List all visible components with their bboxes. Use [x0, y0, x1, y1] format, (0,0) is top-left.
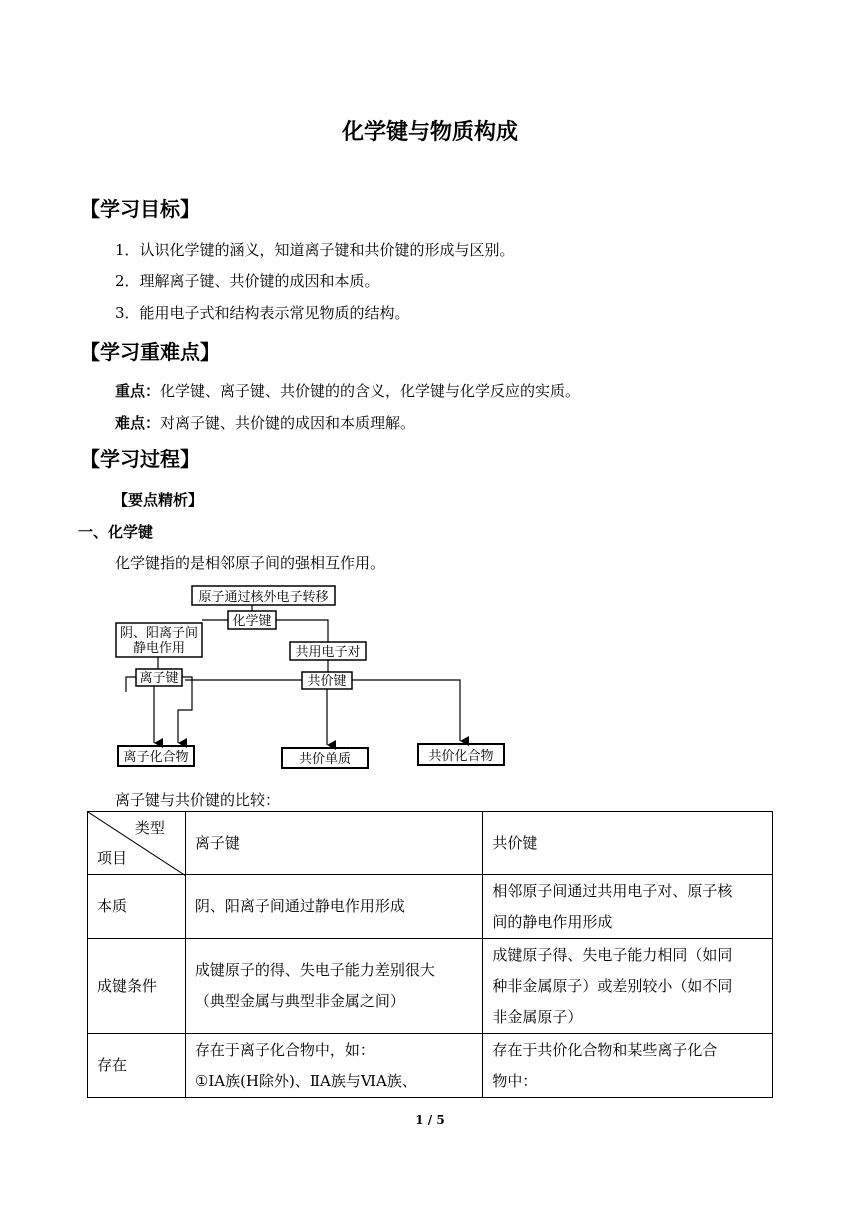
- essence-covalent-cell: [483, 875, 773, 939]
- page-number: 1 / 5: [415, 1113, 445, 1127]
- col-header-covalent: 共价键: [483, 812, 773, 875]
- condition-covalent-line-3: 非金属原子）: [492, 1007, 583, 1026]
- goals-heading: 【学习目标】: [80, 197, 200, 221]
- existence-covalent-cell: [483, 1034, 773, 1098]
- existence-ionic-line-2: ①ⅠA族(H除外)、ⅡA族与ⅥA族、: [194, 1071, 417, 1090]
- table-row: [88, 1034, 773, 1098]
- difficulty-label: 难点：: [115, 414, 161, 432]
- electron-transfer-label: 原子通过核外电子转移: [198, 590, 329, 605]
- row-label-essence: 本质: [88, 875, 186, 939]
- col-header-ionic: 离子键: [185, 812, 483, 875]
- chemical-bond-label: 化学键: [232, 614, 272, 629]
- row-label-existence: 存在: [88, 1034, 186, 1098]
- goal-item-1: 1．认识化学键的涵义，知道离子键和共价键的形成与区别。: [115, 241, 515, 259]
- condition-ionic-line-1: 成键原子的得、失电子能力差别很大: [194, 961, 435, 979]
- page-title: 化学键与物质构成: [341, 120, 518, 145]
- row-label-condition: 成键条件: [88, 939, 186, 1034]
- existence-covalent-line-1: 存在于共价化合物和某些离子化合: [492, 1040, 718, 1059]
- essence-ionic-cell: 阴、阳离子间通过静电作用形成: [185, 875, 483, 939]
- condition-ionic-line-2: （典型金属与典型非金属之间）: [194, 992, 405, 1010]
- existence-ionic-line-1: 存在于离子化合物中，如：: [194, 1040, 375, 1059]
- goal-item-3: 3．能用电子式和结构表示常见物质的结构。: [115, 304, 410, 322]
- existence-covalent-line-2: 物中：: [492, 1071, 538, 1090]
- goal-item-2: 2．理解离子键、共价键的成因和本质。: [115, 272, 380, 290]
- essence-covalent-line-1: 相邻原子间通过共用电子对、原子核: [492, 881, 733, 900]
- essence-covalent-line-2: 间的静电作用形成: [492, 912, 613, 931]
- covalent-compound-label: 共价化合物: [428, 749, 494, 764]
- table-corner-cell: [88, 812, 186, 875]
- difficulty-text: 对离子键、共价键的成因和本质理解。: [160, 414, 416, 432]
- table-row: [88, 939, 773, 1034]
- condition-ionic-cell: [185, 939, 483, 1034]
- covalent-element-label: 共价单质: [298, 752, 352, 767]
- corner-item-label: 项目: [97, 849, 128, 867]
- difficulty-line: [115, 412, 415, 433]
- key-text: 化学键、离子键、共价键的的含义，化学键与化学反应的实质。: [160, 382, 581, 400]
- bond-comparison-table: [87, 811, 773, 1098]
- condition-covalent-cell: [483, 939, 773, 1034]
- covalent-bond-label: 共价键: [307, 674, 347, 689]
- condition-covalent-line-1: 成键原子得、失电子能力相同（如同: [492, 945, 733, 964]
- compare-intro: 离子键与共价键的比较：: [115, 791, 281, 809]
- ion-attraction-label-2: 静电作用: [132, 641, 186, 656]
- corner-type-label: 类型: [134, 819, 165, 837]
- bond-concept-diagram: [110, 580, 510, 776]
- ionic-bond-label: 离子键: [139, 671, 179, 686]
- condition-covalent-line-2: 种非金属原子）或差别较小（如不同: [492, 976, 733, 995]
- key-points-heading: 【学习重难点】: [80, 340, 220, 364]
- table-row: [88, 875, 773, 939]
- process-heading: 【学习过程】: [80, 447, 200, 471]
- analysis-heading: 【要点精析】: [113, 491, 204, 509]
- shared-pair-label: 共用电子对: [295, 645, 361, 660]
- chem-bond-heading: 一、化学键: [78, 523, 154, 541]
- table-header-row: [88, 812, 773, 875]
- key-label: 重点：: [115, 382, 161, 400]
- existence-ionic-cell: [185, 1034, 483, 1098]
- key-point-line: [115, 380, 580, 401]
- ionic-compound-label: 离子化合物: [123, 750, 189, 765]
- chem-bond-definition: 化学键指的是相邻原子间的强相互作用。: [115, 554, 386, 572]
- ion-attraction-label-1: 阴、阳离子间: [119, 626, 199, 641]
